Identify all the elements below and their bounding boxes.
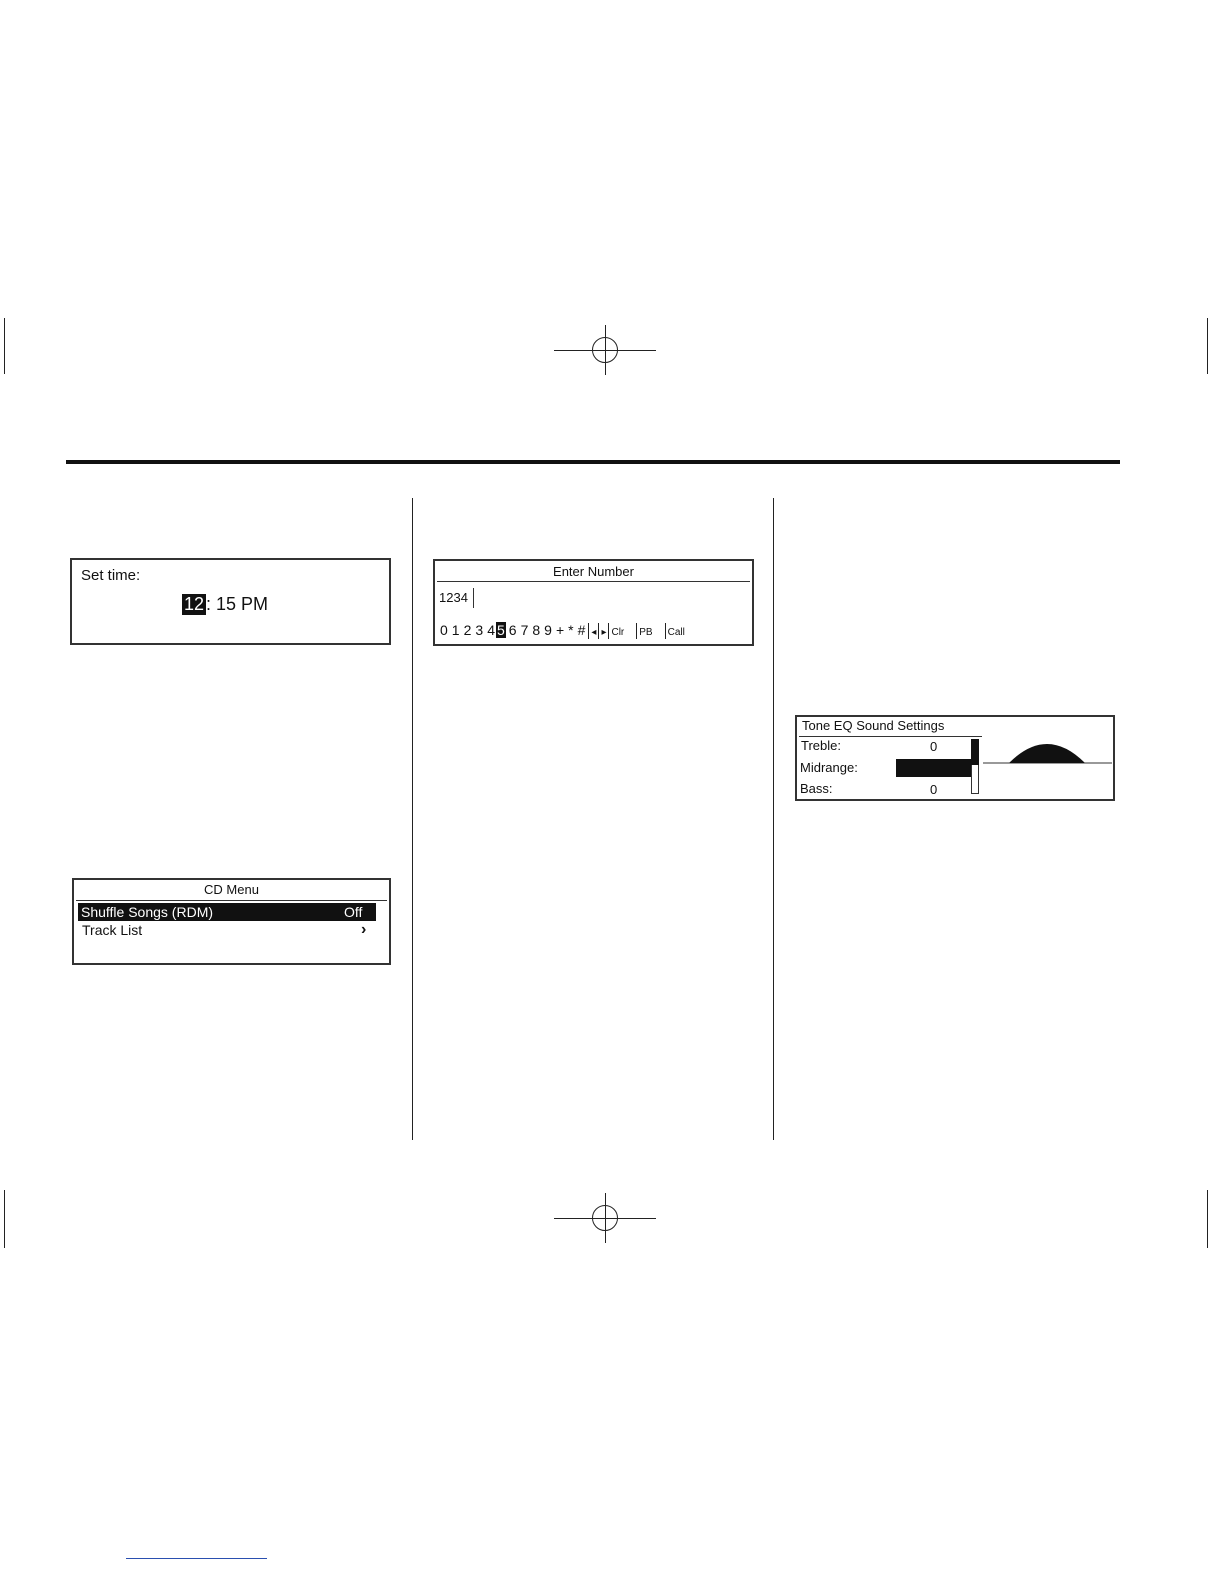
cursor-left-icon[interactable]: ◂: [591, 627, 597, 638]
title-underline: [76, 900, 387, 901]
key-7[interactable]: 7: [520, 622, 529, 638]
clear-button[interactable]: Clr: [611, 627, 625, 638]
cd-menu-title: CD Menu: [204, 882, 259, 897]
eq-value-bass: 0: [930, 782, 938, 797]
eq-curve-graphic: [983, 739, 1113, 779]
eq-value-treble: 0: [930, 739, 938, 754]
chevron-right-icon: ›: [361, 921, 367, 938]
menu-item-shuffle[interactable]: [78, 903, 376, 921]
menu-item-label: Shuffle Songs (RDM): [81, 904, 214, 920]
key-separator: [665, 623, 666, 639]
tone-eq-screen: [795, 715, 1115, 801]
scrollbar-thumb[interactable]: [971, 739, 979, 765]
hour-field[interactable]: 12: [184, 594, 205, 614]
crop-mark: [4, 318, 5, 374]
key-3[interactable]: 3: [475, 622, 484, 638]
column-divider: [773, 498, 774, 1140]
key-separator: [598, 623, 599, 639]
eq-row-bass[interactable]: Bass:: [800, 781, 833, 796]
tone-eq-title: Tone EQ Sound Settings: [802, 718, 945, 733]
key-star[interactable]: *: [568, 622, 574, 638]
key-separator: [608, 623, 609, 639]
time-rest: : 15 PM: [206, 594, 269, 614]
menu-item-label: Track List: [82, 922, 143, 938]
column-divider: [412, 498, 413, 1140]
key-9[interactable]: 9: [544, 622, 552, 638]
key-hash[interactable]: #: [577, 622, 586, 638]
cursor-right-icon[interactable]: ▸: [601, 627, 607, 638]
set-time-label: Set time:: [81, 567, 141, 584]
key-separator: [588, 623, 589, 639]
footer-link-underline: [126, 1558, 267, 1559]
midrange-highlight-bar: [896, 759, 972, 777]
eq-row-treble[interactable]: Treble:: [801, 738, 841, 753]
key-1[interactable]: 1: [451, 622, 460, 638]
number-entry: 1234: [439, 590, 468, 605]
keypad-row: [440, 622, 685, 639]
cd-menu-screen: [72, 878, 391, 965]
key-2[interactable]: 2: [463, 622, 472, 638]
eq-row-midrange[interactable]: Midrange:: [800, 760, 858, 775]
key-0[interactable]: 0: [440, 622, 448, 638]
header-rule: [66, 460, 1120, 464]
crop-mark: [1207, 1190, 1208, 1248]
crop-mark: [4, 1190, 5, 1248]
enter-number-screen: [433, 559, 754, 646]
key-4[interactable]: 4: [487, 622, 495, 638]
text-cursor: [473, 588, 474, 608]
key-plus[interactable]: +: [555, 622, 565, 638]
menu-item-value: Off: [344, 904, 363, 920]
key-8[interactable]: 8: [532, 622, 541, 638]
key-6[interactable]: 6: [508, 622, 517, 638]
key-5[interactable]: 5: [496, 622, 505, 638]
phonebook-button[interactable]: PB: [639, 627, 653, 638]
title-underline: [437, 581, 750, 582]
enter-number-title: Enter Number: [553, 564, 634, 579]
menu-item-track-list[interactable]: [78, 921, 376, 939]
time-display: [182, 594, 268, 615]
crop-mark: [1207, 318, 1208, 374]
call-button[interactable]: Call: [667, 627, 685, 638]
title-underline: [799, 736, 982, 737]
key-separator: [636, 623, 637, 639]
set-time-screen: [70, 558, 391, 645]
